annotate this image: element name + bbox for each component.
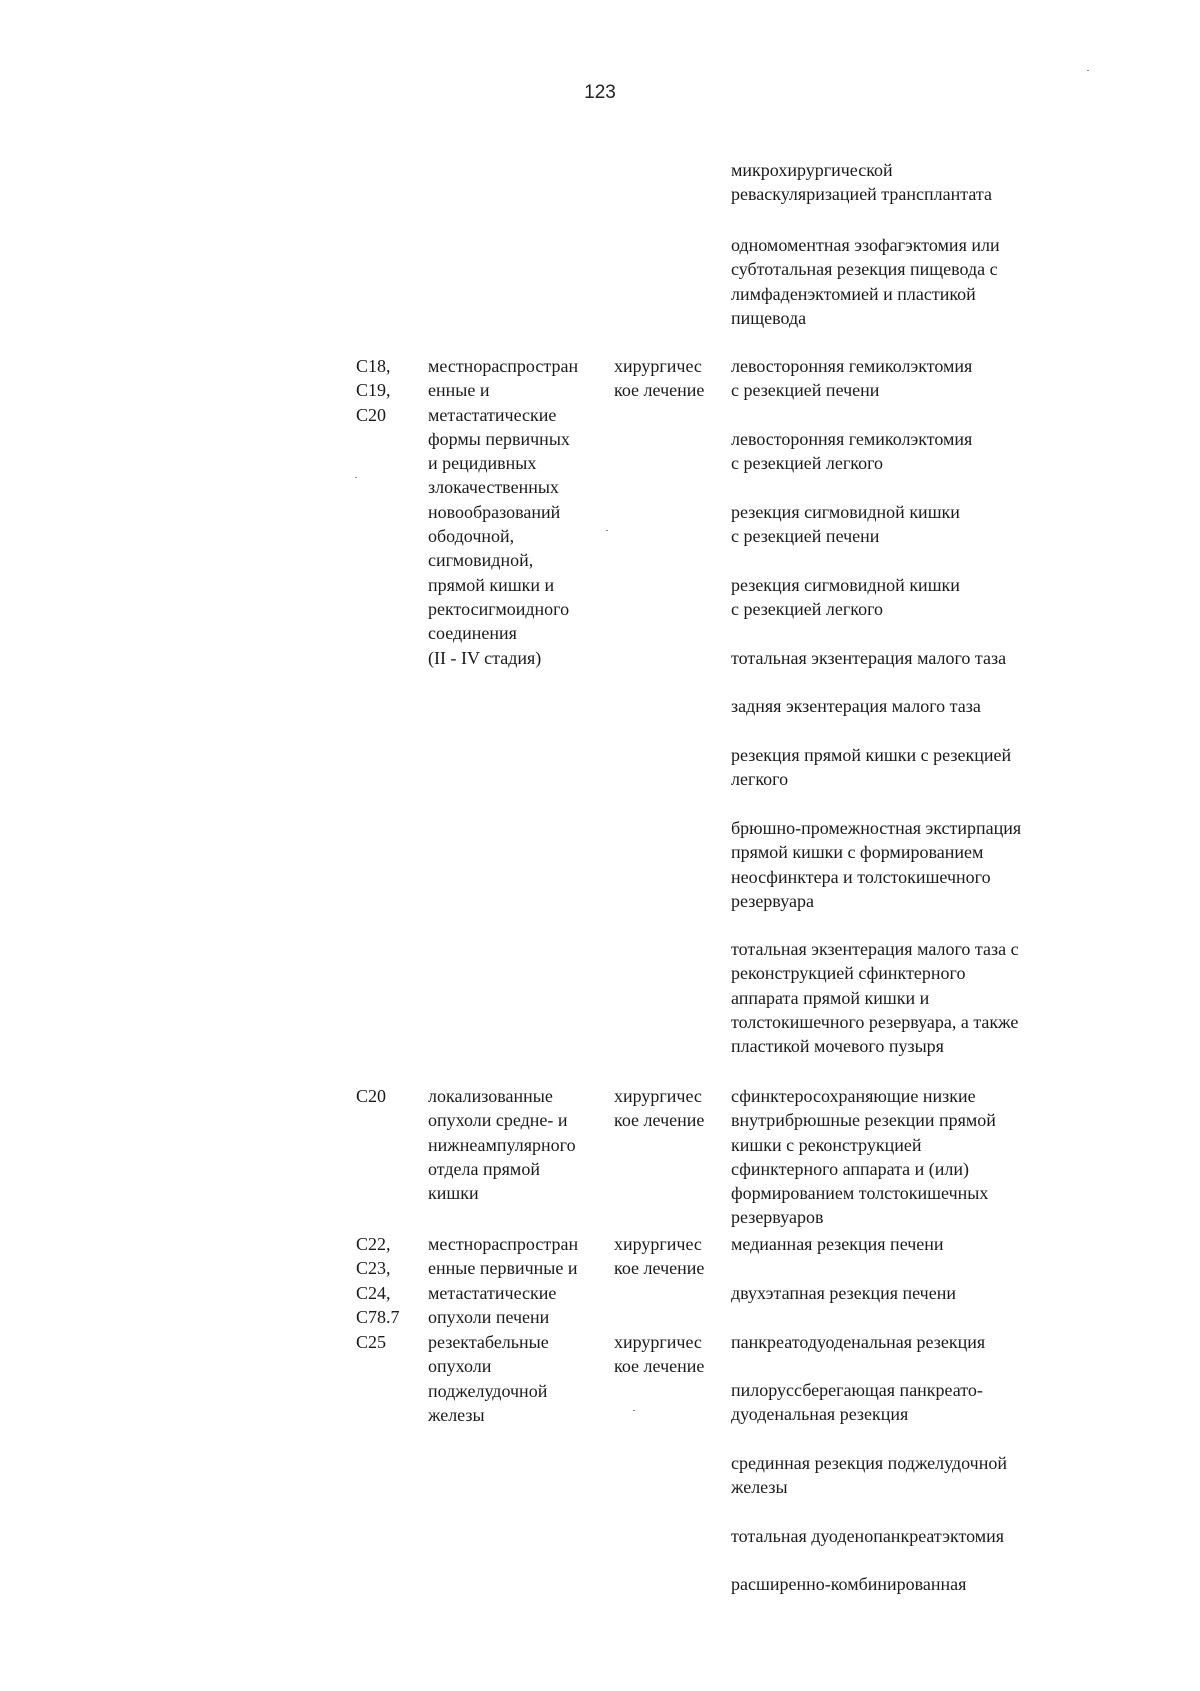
scan-speck — [633, 1410, 635, 1411]
method-item: панкреатодуоденальная резекция — [731, 1332, 986, 1352]
method-item: микрохирургической реваскуляризацией трансплантата — [731, 160, 992, 205]
treatment-type: хирургичес кое лечение — [614, 356, 705, 401]
method-item: двухэтапная резекция печени — [731, 1283, 956, 1303]
method-item: пилоруссберегающая панкреато- дуоденальная резекция — [731, 1380, 983, 1425]
method-item: резекция сигмовидной кишки с резекцией печени — [731, 502, 960, 547]
treatment-type: хирургичес кое лечение — [614, 1332, 705, 1377]
diagnosis-text: местнораспростран енные первичные и метастатические опухоли печени — [428, 1234, 579, 1327]
diagnosis-text: локализованные опухоли средне- и нижнеампулярного отдела прямой кишки — [428, 1086, 576, 1204]
method-item: медианная резекция печени — [731, 1234, 944, 1254]
method-item: резекция прямой кишки с резекцией легкого — [731, 745, 1012, 790]
method-item: брюшно-промежностная экстирпация прямой кишки с формированием неосфинктера и толстокишечного резервуара — [731, 818, 1022, 911]
scan-speck — [355, 477, 357, 478]
page-number: 123 — [584, 82, 616, 103]
method-item: одномоментная эзофагэктомия или субтотальная резекция пищевода с лимфаденэктомией и пластикой пищевода — [731, 235, 1000, 328]
icd-codes: C20 — [356, 1086, 387, 1106]
scan-speck — [1087, 70, 1089, 71]
method-item: резекция сигмовидной кишки с резекцией легкого — [731, 575, 960, 620]
diagnosis-text: местнораспростран енные и метастатические формы первичных и рецидивных злокачественных новообразований ободочной, сигмовидной, прямой кишки и ректосигмоидного соединения (II - IV стадия) — [428, 356, 579, 668]
method-item: срединная резекция поджелудочной железы — [731, 1453, 1007, 1498]
method-item: расширенно-комбинированная — [731, 1574, 967, 1594]
method-item: задняя экзентерация малого таза — [731, 696, 981, 716]
treatment-type: хирургичес кое лечение — [614, 1086, 705, 1131]
diagnosis-text: резектабельные опухоли поджелудочной железы — [428, 1332, 549, 1425]
method-item: сфинктеросохраняющие низкие внутрибрюшные резекции прямой кишки с реконструкцией сфинктерного аппарата и (или) формированием толстокишечных резервуаров — [731, 1086, 996, 1228]
icd-codes: C18, C19, C20 — [356, 356, 391, 425]
scan-speck — [606, 530, 608, 531]
method-item: левосторонняя гемиколэктомия с резекцией легкого — [731, 429, 973, 474]
method-item: тотальная дуоденопанкреатэктомия — [731, 1526, 1005, 1546]
method-item: тотальная экзентерация малого таза — [731, 648, 1007, 668]
method-item: тотальная экзентерация малого таза с реконструкцией сфинктерного аппарата прямой кишки и толстокишечного резервуара, а также пластикой мочевого пузыря — [731, 939, 1019, 1057]
icd-codes: C22, C23, C24, C78.7 — [356, 1234, 400, 1327]
method-item: левосторонняя гемиколэктомия с резекцией печени — [731, 356, 973, 401]
treatment-type: хирургичес кое лечение — [614, 1234, 705, 1279]
icd-codes: C25 — [356, 1332, 387, 1352]
